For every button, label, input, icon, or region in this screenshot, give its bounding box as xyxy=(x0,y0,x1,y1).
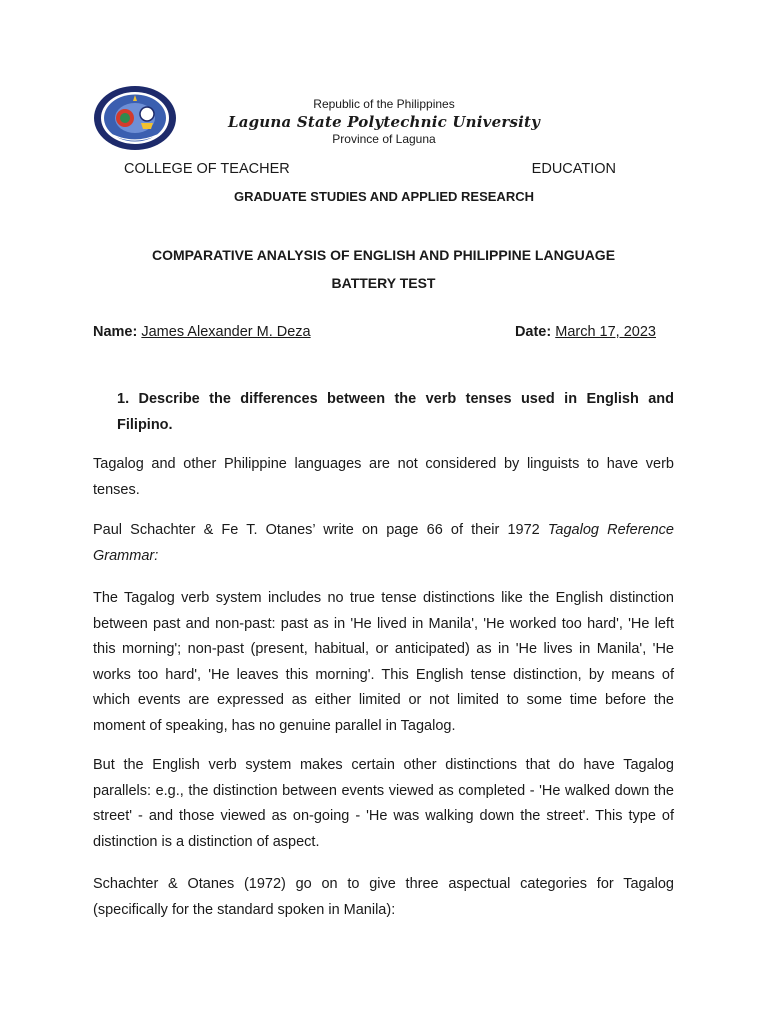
date-value: March 17, 2023 xyxy=(555,324,656,340)
letterhead xyxy=(200,97,568,147)
title-line-2: BATTERY TEST xyxy=(331,275,436,291)
date-label: Date: xyxy=(514,324,552,340)
name-label: Name: xyxy=(93,324,138,340)
paragraph-4: But the English verb system makes certain other distinctions that do have Tagalog parallels: e.g., the distinction between events viewed as completed - 'He walked down the street' - and those viewed as on-going - 'He was walking down the street'. This type of distinction is a distinction of aspect. xyxy=(93,757,674,850)
paragraph-2-text: Paul Schachter & Fe T. Otanes’ write on page 66 of their 1972 xyxy=(93,522,548,538)
letterhead-university: Laguna State Polytechnic University xyxy=(227,113,541,131)
graduate-heading: GRADUATE STUDIES AND APPLIED RESEARCH xyxy=(234,189,534,204)
letterhead-republic: Republic of the Philippines xyxy=(313,97,455,111)
paragraph-1: Tagalog and other Philippine languages are not considered by linguists to have verb tenses. xyxy=(93,456,674,498)
name-field xyxy=(93,324,311,340)
letterhead-province: Province of Laguna xyxy=(332,132,436,146)
college-heading xyxy=(124,161,616,177)
name-date-row xyxy=(93,324,656,340)
date-field xyxy=(515,324,656,340)
name-value: James Alexander M. Deza xyxy=(141,324,311,340)
question-1: 1. Describe the differences between the verb tenses used in English and Filipino. xyxy=(117,391,674,433)
paragraph-2-italic: Tagalog Reference Grammar: xyxy=(93,522,675,564)
paragraph-3: The Tagalog verb system includes no true tense distinctions like the English distinction between past and non-past: past as in 'He lived in Manila', 'He worked too hard', 'He left this morning'; non-past (present, habitual, or anticipated) as in 'He lives in Manila', 'He works too hard', 'He leaves this morning'. This English tense distinction, by means of which events are expressed as either limited or not limited to some time before the moment of speaking, has no genuine parallel in Tagalog. xyxy=(93,590,674,734)
paragraph-5: Schachter & Otanes (1972) go on to give three aspectual categories for Tagalog (specifically for the standard spoken in Manila): xyxy=(93,876,674,918)
university-seal-icon xyxy=(93,85,177,151)
title-line-1: COMPARATIVE ANALYSIS OF ENGLISH AND PHILIPPINE LANGUAGE xyxy=(151,247,616,263)
document-title xyxy=(93,241,674,297)
college-right: EDUCATION xyxy=(531,161,616,177)
paragraph-2 xyxy=(93,518,674,569)
college-left: COLLEGE OF TEACHER xyxy=(124,161,290,177)
